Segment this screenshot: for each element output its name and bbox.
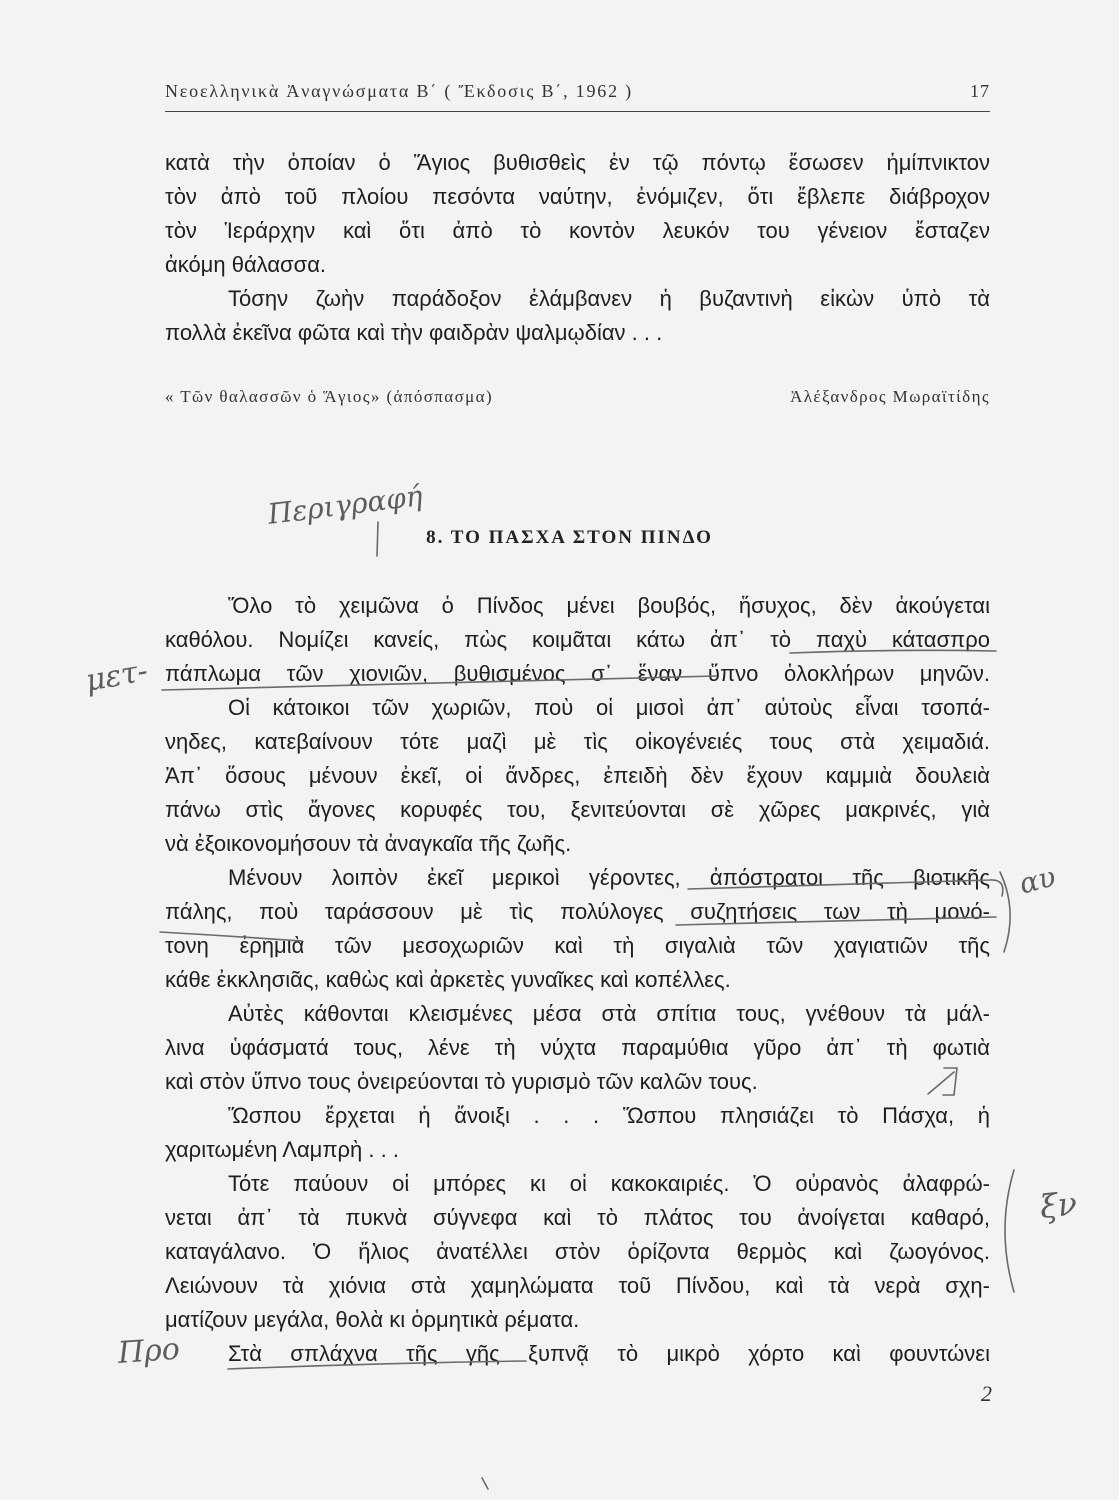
page-number: 17 [970,81,990,101]
paragraph [165,589,990,691]
handwritten-note-right-margin-1: αυ [1016,859,1059,901]
attribution-author: Ἀλέξανδρος Μωραϊτίδης [790,387,990,406]
text-line: νεται ἀπ᾽ τὰ πυκνὰ σύγνεφα καὶ τὸ πλάτος του ἀνοίγεται καθαρό, [165,1205,990,1230]
text-line: χαριτωμένη Λαμπρὴ . . . [165,1137,399,1162]
paragraph [165,997,990,1099]
text-line: πάπλωμα τῶν χιονιῶν, βυθισμένος σ᾽ ἕναν ὕπνο ὁλοκλήρων μηνῶν. [165,661,990,686]
handwritten-note-heading: Περιγραφή [265,479,425,531]
attribution-source: « Τῶν θαλασσῶν ὁ Ἅγιος» (ἀπόσπασμα) [165,387,494,406]
text-line: Αὐτὲς κάθονται κλεισμένες μέσα στὰ σπίτια τους, γνέθουν τὰ μάλ- [228,1001,990,1026]
text-line: Ὥσπου ἔρχεται ἡ ἄνοιξι . . . Ὥσπου πλησιάζει τὸ Πάσχα, ἡ [228,1103,990,1128]
running-head-title: Νεοελληνικὰ Ἀναγνώσματα Β΄ ( Ἔκδοσις Β΄, 1962 ) [165,81,633,101]
text-line: νὰ ἐξοικονομήσουν τὰ ἀναγκαῖα τῆς ζωῆς. [165,831,572,856]
text-line: πάνω στὶς ἄγονες κορυφές του, ξενιτεύονται σὲ χῶρες μακρινές, γιὰ [165,797,990,822]
text-line: καθόλου. Νομίζει κανείς, πὼς κοιμᾶται κάτω ἀπ᾽ τὸ παχὺ κάτασπρο [165,627,990,652]
text-line: Τόσην ζωὴν παράδοξον ἐλάμβανεν ἡ βυζαντινὴ εἰκὼν ὑπὸ τὰ [228,286,990,311]
text-line: ἀκόμη θάλασσα. [165,252,327,277]
text-line: Ἀπ᾽ ὅσους μένουν ἐκεῖ, οἱ ἄνδρες, ἐπειδὴ δὲν ἔχουν καμμιὰ δουλειὰ [165,763,990,788]
pencil-bracket [1005,1170,1014,1292]
paragraph [165,282,990,350]
text-line: τὸν Ἱεράρχην καὶ ὅτι ἀπὸ τὸ κοντὸν λευκόν του γένειον ἔσταζεν [165,218,990,243]
signature-mark: 2 [981,1381,992,1406]
excerpt-attribution [165,385,990,409]
handwritten-note-left-margin: μετ- [82,653,151,699]
text-line: τονη ἐρημιὰ τῶν μεσοχωριῶν καὶ τὴ σιγαλιὰ τῶν χαγιατιῶν τῆς [165,933,990,958]
pencil-slash [482,1478,488,1489]
excerpt-text [165,146,990,350]
paragraph [165,691,990,861]
running-head [165,78,990,104]
text-line: Τότε παύουν οἱ μπόρες κι οἱ κακοκαιριές. Ὁ οὐρανὸς ἀλαφρώ- [228,1171,990,1196]
text-line: Ὅλο τὸ χειμῶνα ὁ Πίνδος μένει βουβός, ἥσυχος, δὲν ἀκούγεται [228,593,990,618]
pencil-bracket [1000,872,1010,952]
text-line: κατὰ τὴν ὁποίαν ὁ Ἅγιος βυθισθεὶς ἐν τῷ πόντῳ ἔσωσεν ἡμίπνικτον [165,150,990,175]
text-line: κάθε ἐκκλησιᾶς, καθὼς καὶ ἀρκετὲς γυναῖκες καὶ κοπέλλες. [165,967,731,992]
handwritten-note-right-margin-2: ξν [1038,1184,1079,1226]
text-line: Οἱ κάτοικοι τῶν χωριῶν, ποὺ οἱ μισοὶ ἀπ᾽ αὐτοὺς εἶναι τσοπά- [228,695,990,720]
paragraph [165,1337,990,1371]
text-line: Στὰ σπλάχνα τῆς γῆς ξυπνᾷ τὸ μικρὸ χόρτο καὶ φουντώνει [228,1341,990,1366]
text-line: καταγάλανο. Ὁ ἥλιος ἀνατέλλει στὸν ὁρίζοντα θερμὸς καὶ ζωογόνος. [165,1239,990,1264]
text-line: ματίζουν μεγάλα, θολὰ κι ὁρμητικὰ ρέματα. [165,1307,580,1332]
text-line: τὸν ἀπὸ τοῦ πλοίου πεσόντα ναύτην, ἐνόμιζεν, ὅτι ἔβλεπε διάβροχον [165,184,990,209]
text-line: Λειώνουν τὰ χιόνια στὰ χαμηλώματα τοῦ Πίνδου, καὶ τὰ νερὰ σχη- [165,1273,990,1298]
header-rule [165,111,990,112]
text-line: πολλὰ ἐκεῖνα φῶτα καὶ τὴν φαιδρὰν ψαλμῳδίαν . . . [165,320,663,345]
text-line: καὶ στὸν ὕπνο τους ὀνειρεύονται τὸ γυρισμὸ τῶν καλῶν τους. [165,1069,758,1094]
paragraph [165,1099,990,1167]
paragraph [165,861,990,997]
text-line: νηδες, κατεβαίνουν τότε μαζὶ μὲ τὶς οἰκογένειές τους στὰ χειμαδιά. [165,729,990,754]
chapter-text [165,589,990,1371]
chapter-heading: 8. ΤΟ ΠΑΣΧΑ ΣΤΟΝ ΠΙΝΔΟ [426,527,713,548]
paragraph [165,1167,990,1337]
text-line: λινα ὑφάσματά τους, λένε τὴ νύχτα παραμύθια γῦρο ἀπ᾽ τὴ φωτιὰ [165,1035,990,1060]
paragraph [165,146,990,282]
text-line: πάλης, ποὺ ταράσσουν μὲ τὶς πολύλογες συζητήσεις των τὴ μονό- [165,899,990,924]
handwritten-note-bottom-left: Προ [116,1331,181,1371]
text-line: Μένουν λοιπὸν ἐκεῖ μερικοὶ γέροντες, ἀπόστρατοι τῆς βιοτικῆς [228,865,990,890]
